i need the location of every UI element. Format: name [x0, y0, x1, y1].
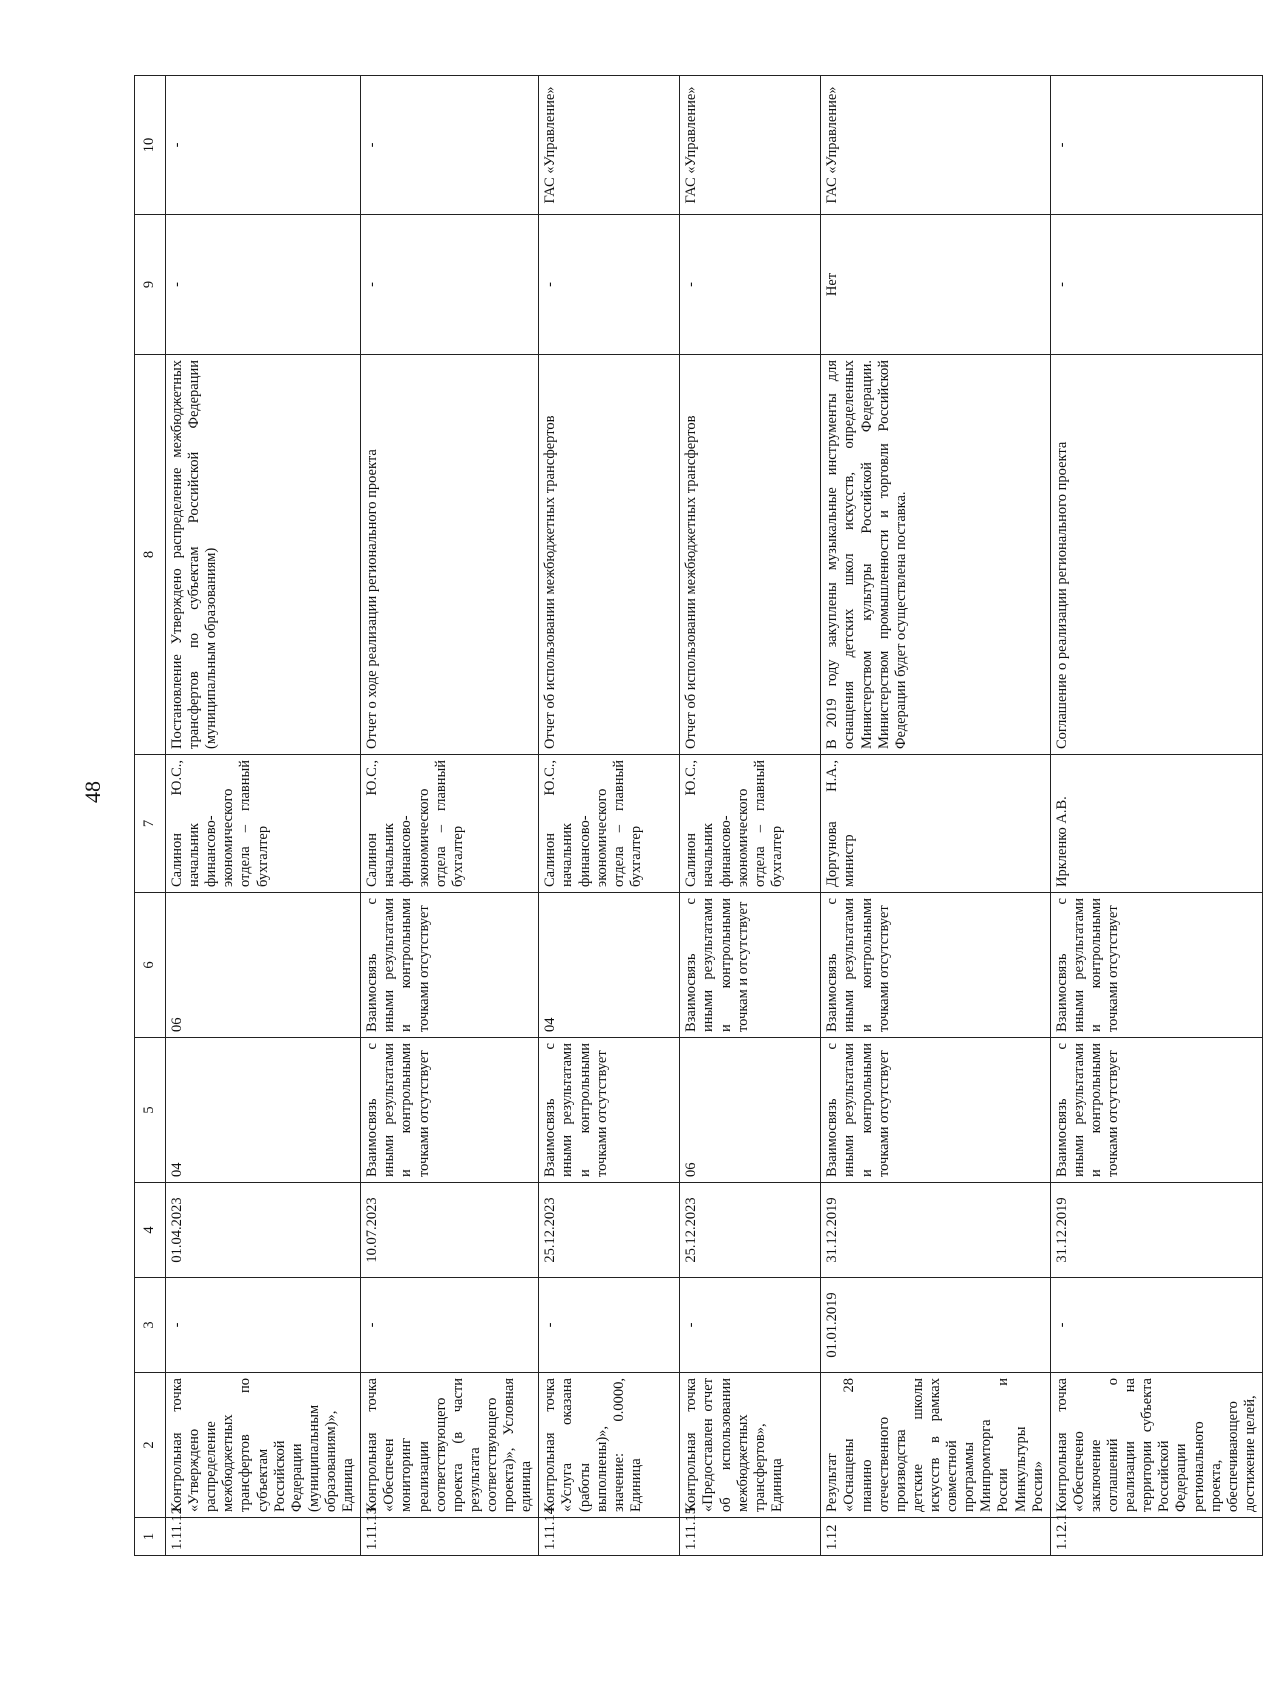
cell-end-date: 31.12.2019 — [1050, 1183, 1262, 1278]
cell-start-date: - — [539, 1278, 680, 1373]
cell-info-system: ГАС «Управление» — [680, 76, 821, 215]
cell-col9: Нет — [821, 215, 1050, 355]
cell-info-system: ГАС «Управление» — [821, 76, 1050, 215]
cell-document: Постановление Утверждено распределение межбюджетных трансфертов по субъектам Российской Федерации (муниципальным образованиям) — [166, 355, 361, 755]
cell-name: Результат «Оснащены 28 пианино отечественного производства детские школы искусств в рамках совместной программы Минпромторга России и Минкультуры России» — [821, 1373, 1050, 1518]
cell-successor: Взаимосвязь с иными результатами и контрольными точкам и отсутствует — [680, 893, 821, 1038]
column-header: 1 — [135, 1518, 166, 1556]
cell-start-date: 01.01.2019 — [821, 1278, 1050, 1373]
cell-end-date: 01.04.2023 — [166, 1183, 361, 1278]
table-row — [166, 76, 361, 1556]
cell-predecessor: Взаимосвязь с иными результатами и контрольными точками отсутствует — [1050, 1038, 1262, 1183]
cell-start-date: - — [1050, 1278, 1262, 1373]
column-header: 2 — [135, 1373, 166, 1518]
page-number: 48 — [80, 781, 105, 803]
project-table — [134, 75, 1263, 1556]
cell-col9: - — [166, 215, 361, 355]
cell-start-date: - — [166, 1278, 361, 1373]
cell-successor: 06 — [166, 893, 361, 1038]
cell-responsible: Салинон Ю.С., начальник финансово-экономического отдела – главный бухгалтер — [166, 755, 361, 893]
cell-info-system: - — [166, 76, 361, 215]
cell-col9: - — [361, 215, 539, 355]
cell-number: 1.12.1 — [1050, 1518, 1262, 1556]
cell-successor: Взаимосвязь с иными результатами и контрольными точками отсутствует — [361, 893, 539, 1038]
cell-document: Отчет об использовании межбюджетных трансфертов — [680, 355, 821, 755]
cell-predecessor: 04 — [166, 1038, 361, 1183]
table-row — [1050, 76, 1262, 1556]
cell-name: Контрольная точка «Предоставлен отчет об использовании межбюджетных трансфертов», Единица — [680, 1373, 821, 1518]
cell-responsible: Салинон Ю.С., начальник финансово-экономического отдела – главный бухгалтер — [539, 755, 680, 893]
cell-successor: Взаимосвязь с иными результатами и контрольными точками отсутствует — [1050, 893, 1262, 1038]
cell-info-system: ГАС «Управление» — [539, 76, 680, 215]
cell-end-date: 25.12.2023 — [539, 1183, 680, 1278]
rotated-table-container — [134, 76, 1258, 1556]
cell-number: 1.11.12 — [166, 1518, 361, 1556]
cell-predecessor: Взаимосвязь с иными результатами и контрольными точками отсутствует — [539, 1038, 680, 1183]
cell-document: Отчет об использовании межбюджетных трансфертов — [539, 355, 680, 755]
cell-end-date: 31.12.2019 — [821, 1183, 1050, 1278]
cell-successor: 04 — [539, 893, 680, 1038]
cell-col9: - — [1050, 215, 1262, 355]
cell-predecessor: Взаимосвязь с иными результатами и контрольными точками отсутствует — [821, 1038, 1050, 1183]
header-row — [135, 76, 166, 1556]
cell-responsible: Иркленко А.В. — [1050, 755, 1262, 893]
cell-name: Контрольная точка «Утверждено распределение межбюджетных трансфертов по субъектам Российской Федерации (муниципальным образованиям)», Единица — [166, 1373, 361, 1518]
cell-info-system: - — [361, 76, 539, 215]
cell-number: 1.11.15 — [680, 1518, 821, 1556]
cell-number: 1.11.14 — [539, 1518, 680, 1556]
cell-responsible: Доргунова Н.А., министр — [821, 755, 1050, 893]
cell-predecessor: 06 — [680, 1038, 821, 1183]
table-row — [821, 76, 1050, 1556]
cell-responsible: Салинон Ю.С., начальник финансово-экономического отдела – главный бухгалтер — [361, 755, 539, 893]
column-header: 5 — [135, 1038, 166, 1183]
column-header: 7 — [135, 755, 166, 893]
table-row — [539, 76, 680, 1556]
column-header: 9 — [135, 215, 166, 355]
column-header: 8 — [135, 355, 166, 755]
table-row — [361, 76, 539, 1556]
table-row — [680, 76, 821, 1556]
cell-responsible: Салинон Ю.С., начальник финансово-экономического отдела – главный бухгалтер — [680, 755, 821, 893]
column-header: 3 — [135, 1278, 166, 1373]
cell-start-date: - — [680, 1278, 821, 1373]
column-header: 10 — [135, 76, 166, 215]
cell-name: Контрольная точка «Услуга оказана (работы выполнены)», значение: 0.0000, Единица — [539, 1373, 680, 1518]
cell-name: Контрольная точка «Обеспечен мониторинг реализации соответствующего проекта (в части результата соответствующего проекта)», Условная единица — [361, 1373, 539, 1518]
cell-successor: Взаимосвязь с иными результатами и контрольными точками отсутствует — [821, 893, 1050, 1038]
cell-number: 1.12 — [821, 1518, 1050, 1556]
column-header: 4 — [135, 1183, 166, 1278]
cell-number: 1.11.13 — [361, 1518, 539, 1556]
cell-predecessor: Взаимосвязь с иными результатами и контрольными точками отсутствует — [361, 1038, 539, 1183]
cell-document: Отчет о ходе реализации регионального проекта — [361, 355, 539, 755]
cell-info-system: - — [1050, 76, 1262, 215]
cell-end-date: 10.07.2023 — [361, 1183, 539, 1278]
cell-col9: - — [680, 215, 821, 355]
cell-end-date: 25.12.2023 — [680, 1183, 821, 1278]
cell-name: Контрольная точка «Обеспечено заключение соглашений о реализации на территории субъекта Российской Федерации регионального проекта, обеспечивающего достижение целей, — [1050, 1373, 1262, 1518]
column-header: 6 — [135, 893, 166, 1038]
cell-document: В 2019 году закуплены музыкальные инструменты для оснащения детских школ искусств, определенных Министерством культуры Российской Федерации. Министерством промышленности и торговли Российской Федерации будет осуществлена поставка. — [821, 355, 1050, 755]
cell-document: Соглашение о реализации регионального проекта — [1050, 355, 1262, 755]
cell-col9: - — [539, 215, 680, 355]
cell-start-date: - — [361, 1278, 539, 1373]
